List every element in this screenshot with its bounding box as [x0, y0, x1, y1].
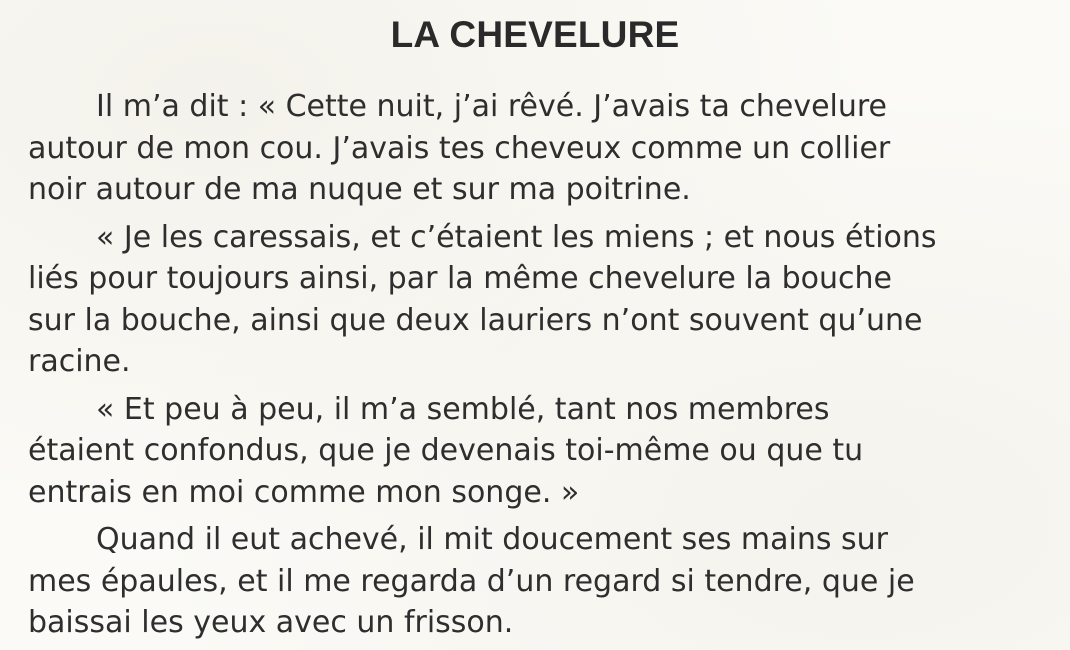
poem-text [28, 86, 1058, 650]
text-line: autour de mon cou. J’avais tes cheveux comme un collier [28, 130, 891, 166]
text-line: « Et peu à peu, il m’a semblé, tant nos membres [96, 391, 830, 427]
text-line: sur la bouche, ainsi que deux lauriers n’ont souvent qu’une [28, 302, 923, 338]
text-line: baissai les yeux avec un frisson. [28, 605, 514, 640]
text-line: étaient confondus, que je devenais toi-même ou que tu [28, 433, 864, 468]
text-line: mes épaules, et il me regarda d’un regard si tendre, que je [28, 563, 915, 599]
page-title: LA CHEVELURE [390, 14, 680, 55]
text-line: « Je les caressais, et c’étaient les miens ; et nous étions [96, 219, 937, 255]
text-line: Il m’a dit : « Cette nuit, j’ai rêvé. J’avais ta chevelure [96, 89, 888, 124]
text-line: racine. [28, 344, 131, 379]
text-line: noir autour de ma nuque et sur ma poitrine. [28, 172, 691, 207]
text-line: entrais en moi comme mon songe. » [28, 474, 580, 510]
text-line: liés pour toujours ainsi, par la même chevelure la bouche [28, 261, 892, 296]
paragraph-2 [28, 217, 1058, 383]
paragraph-3 [28, 389, 1058, 514]
paragraph-4 [28, 519, 1058, 644]
text-line: Quand il eut achevé, il mit doucement ses mains sur [96, 522, 888, 557]
paragraph-1 [28, 86, 1058, 211]
